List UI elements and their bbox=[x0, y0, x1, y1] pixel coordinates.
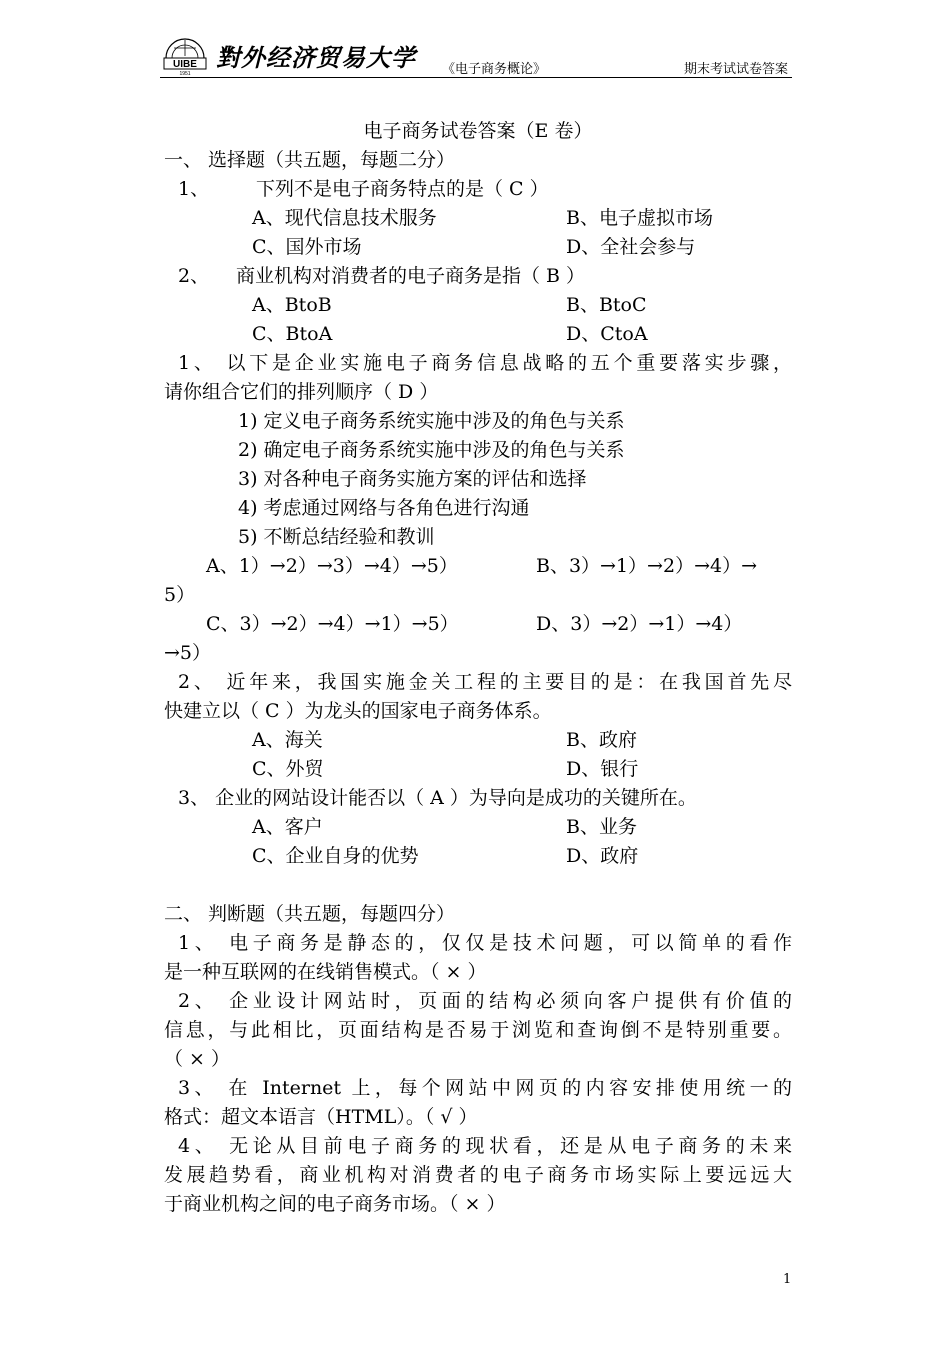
question-number: 1、 bbox=[178, 178, 210, 200]
step-item: 4) 考虑通过网络与各角色进行沟通 bbox=[238, 497, 530, 519]
option-b: B、3）→1）→2）→4）→ bbox=[536, 555, 757, 577]
option-a: A、现代信息技术服务 bbox=[252, 207, 437, 229]
question-text: 下列不是电子商务特点的是（ C ） bbox=[256, 178, 549, 200]
page-header bbox=[160, 30, 792, 80]
statement-text: 于商业机构之间的电子商务市场。（ × ） bbox=[164, 1193, 506, 1215]
statement-text: 是一种互联网的在线销售模式。（ × ） bbox=[164, 961, 487, 983]
svg-text:UIBE: UIBE bbox=[173, 59, 197, 70]
option-b: B、BtoC bbox=[566, 294, 647, 316]
section-heading: 二、 判断题（共五题，每题四分） bbox=[164, 903, 456, 925]
spacer bbox=[164, 871, 792, 900]
option-b: B、电子虚拟市场 bbox=[566, 207, 713, 229]
option-a: A、客户 bbox=[252, 816, 323, 838]
question-text: 3、 企业的网站设计能否以（ A ）为导向是成功的关键所在。 bbox=[178, 787, 697, 809]
option-c: C、企业自身的优势 bbox=[252, 845, 419, 867]
section-heading: 一、 选择题（共五题，每题二分） bbox=[164, 149, 456, 171]
university-logo bbox=[160, 36, 210, 76]
statement-text: 发展趋势看，商业机构对消费者的电子商务市场实际上要远远大 bbox=[164, 1164, 792, 1186]
step-item: 3) 对各种电子商务实施方案的评估和选择 bbox=[238, 468, 587, 490]
option-row bbox=[164, 320, 792, 349]
option-row bbox=[164, 204, 792, 233]
option-d: D、CtoA bbox=[566, 323, 648, 345]
question-line bbox=[164, 175, 792, 204]
option-c: C、国外市场 bbox=[252, 236, 362, 258]
question-text: 商业机构对消费者的电子商务是指（ B ） bbox=[236, 265, 586, 287]
document-body bbox=[164, 117, 792, 1219]
course-title: 《电子商务概论》 bbox=[442, 62, 547, 77]
option-row bbox=[164, 233, 792, 262]
statement-text: 3、 在 Internet 上，每个网站中网页的内容安排使用统一的 bbox=[178, 1077, 792, 1099]
step-item: 2) 确定电子商务系统实施中涉及的角色与关系 bbox=[238, 439, 625, 461]
statement-text: 信息，与此相比，页面结构是否易于浏览和查询倒不是特别重要。 bbox=[164, 1019, 792, 1041]
option-row bbox=[164, 291, 792, 320]
option-row bbox=[164, 842, 792, 871]
option-d: D、全社会参与 bbox=[566, 236, 696, 258]
statement-text: 2、 企业设计网站时，页面的结构必须向客户提供有价值的 bbox=[178, 990, 792, 1012]
option-b: B、政府 bbox=[566, 729, 637, 751]
statement-text: 格式：超文本语言（HTML）。（ √ ） bbox=[164, 1106, 478, 1128]
step-item: 1) 定义电子商务系统实施中涉及的角色与关系 bbox=[238, 410, 625, 432]
university-name: 對外经济贸易大学 bbox=[216, 43, 416, 72]
document-title: 电子商务试卷答案（E 卷） bbox=[363, 120, 593, 142]
question-text: 1、 以下是企业实施电子商务信息战略的五个重要落实步骤， bbox=[178, 352, 792, 374]
svg-text:1951: 1951 bbox=[179, 71, 191, 76]
option-row bbox=[164, 726, 792, 755]
option-row bbox=[164, 755, 792, 784]
page-number: 1 bbox=[783, 1272, 792, 1287]
statement-text: （ × ） bbox=[164, 1048, 230, 1070]
option-d: D、3）→2）→1）→4） bbox=[536, 613, 743, 635]
statement-text: 4、 无论从目前电子商务的现状看，还是从电子商务的未来 bbox=[178, 1135, 792, 1157]
option-c: C、外贸 bbox=[252, 758, 324, 780]
option-row bbox=[164, 552, 792, 581]
option-b: B、业务 bbox=[566, 816, 637, 838]
step-item: 5) 不断总结经验和教训 bbox=[238, 526, 435, 548]
option-a: A、1）→2）→3）→4）→5） bbox=[206, 555, 458, 577]
document-type: 期末考试试卷答案 bbox=[683, 62, 788, 77]
question-text: 请你组合它们的排列顺序（ D ） bbox=[164, 381, 439, 403]
question-number: 2、 bbox=[178, 265, 210, 287]
header-rule bbox=[160, 77, 792, 78]
option-d: D、政府 bbox=[566, 845, 639, 867]
question-line bbox=[164, 262, 792, 291]
option-a: A、海关 bbox=[252, 729, 323, 751]
statement-text: 1、 电子商务是静态的，仅仅是技术问题，可以简单的看作 bbox=[178, 932, 792, 954]
option-d: D、银行 bbox=[566, 758, 639, 780]
option-c: C、3）→2）→4）→1）→5） bbox=[206, 613, 459, 635]
question-text: 快建立以（ C ）为龙头的国家电子商务体系。 bbox=[164, 700, 552, 722]
option-a: A、BtoB bbox=[252, 294, 332, 316]
option-c: C、BtoA bbox=[252, 323, 333, 345]
option-continuation: 5） bbox=[164, 584, 196, 606]
option-continuation: →5） bbox=[164, 642, 212, 664]
option-row bbox=[164, 610, 792, 639]
question-text: 2、 近年来，我国实施金关工程的主要目的是：在我国首先尽 bbox=[178, 671, 792, 693]
option-row bbox=[164, 813, 792, 842]
